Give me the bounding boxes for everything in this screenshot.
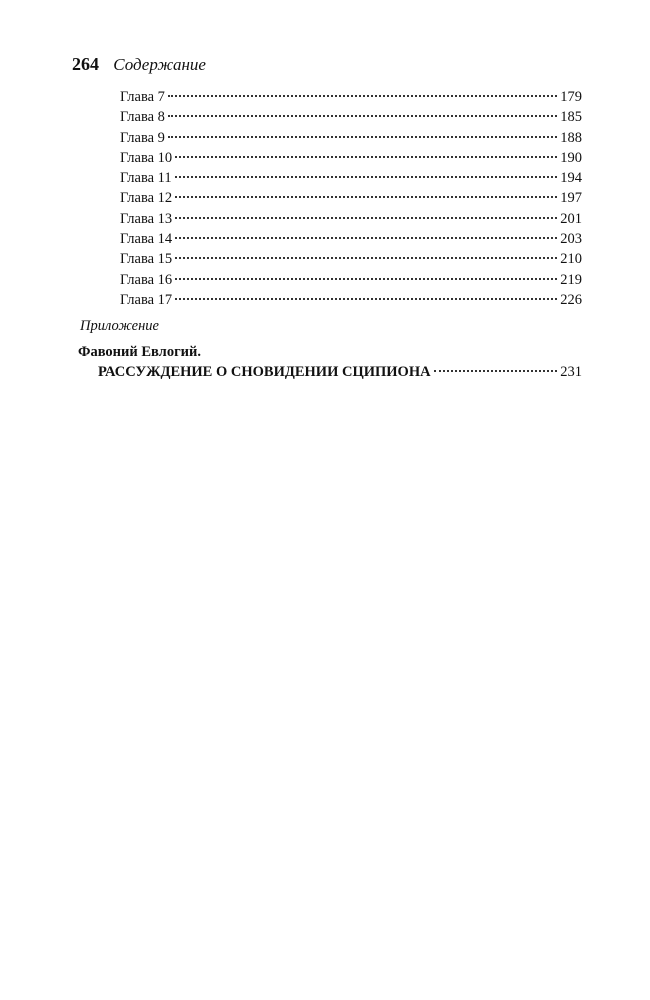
toc-entry-label: Глава 11 bbox=[120, 170, 172, 187]
toc-entry bbox=[120, 229, 582, 249]
toc-entry bbox=[120, 107, 582, 127]
appendix-heading: Приложение bbox=[80, 318, 159, 334]
toc-entry bbox=[120, 168, 582, 188]
toc-entry-label: Глава 9 bbox=[120, 129, 165, 146]
toc-entry bbox=[120, 128, 582, 148]
toc-entry-label: Глава 16 bbox=[120, 271, 173, 288]
dot-leader bbox=[175, 278, 557, 280]
toc-entry-label: Глава 7 bbox=[120, 89, 165, 105]
toc-entry-page: 203 bbox=[560, 231, 582, 248]
toc-entry-page: 194 bbox=[560, 170, 582, 187]
appendix-title-line bbox=[98, 362, 582, 383]
page-header bbox=[72, 52, 206, 77]
toc-entry-label: Глава 14 bbox=[120, 231, 173, 248]
dot-leader bbox=[175, 298, 557, 300]
toc-entry-label: Глава 8 bbox=[120, 109, 165, 126]
appendix-author: Фавоний Евлогий. bbox=[78, 344, 201, 360]
table-of-contents bbox=[120, 87, 582, 310]
toc-entry-label: Глава 10 bbox=[120, 149, 173, 166]
toc-entry bbox=[120, 290, 582, 310]
appendix-page: 231 bbox=[560, 364, 582, 380]
running-title: Содержание bbox=[113, 55, 206, 74]
toc-entry bbox=[120, 249, 582, 269]
toc-entry-label: Глава 12 bbox=[120, 190, 173, 207]
dot-leader bbox=[168, 115, 557, 117]
toc-entry-page: 226 bbox=[560, 291, 582, 308]
dot-leader bbox=[168, 95, 557, 97]
page-number: 264 bbox=[72, 54, 99, 74]
toc-entry-page: 197 bbox=[560, 190, 582, 207]
toc-entry-page: 219 bbox=[560, 271, 582, 288]
dot-leader bbox=[175, 156, 557, 158]
toc-entry-page: 201 bbox=[560, 210, 582, 227]
dot-leader bbox=[168, 136, 557, 138]
appendix-title: РАССУЖДЕНИЕ О СНОВИДЕНИИ СЦИПИОНА bbox=[98, 364, 431, 380]
toc-entry-page: 210 bbox=[560, 251, 582, 268]
toc-entry bbox=[120, 148, 582, 168]
toc-entry bbox=[120, 270, 582, 290]
toc-entry bbox=[120, 209, 582, 229]
dot-leader bbox=[175, 217, 557, 219]
toc-entry-label: Глава 13 bbox=[120, 210, 173, 227]
dot-leader bbox=[434, 370, 558, 372]
dot-leader bbox=[175, 237, 557, 239]
toc-entry-page: 190 bbox=[560, 149, 582, 166]
toc-entry-page: 188 bbox=[560, 129, 582, 146]
dot-leader bbox=[175, 176, 558, 178]
toc-entry-page: 179 bbox=[560, 89, 582, 105]
toc-entry-label: Глава 15 bbox=[120, 251, 173, 268]
toc-entry-label: Глава 17 bbox=[120, 291, 173, 308]
appendix-entry bbox=[78, 342, 582, 383]
dot-leader bbox=[175, 257, 557, 259]
toc-entry bbox=[120, 188, 582, 208]
dot-leader bbox=[175, 196, 557, 198]
toc-entry-page: 185 bbox=[560, 109, 582, 126]
toc-entry bbox=[120, 87, 582, 107]
